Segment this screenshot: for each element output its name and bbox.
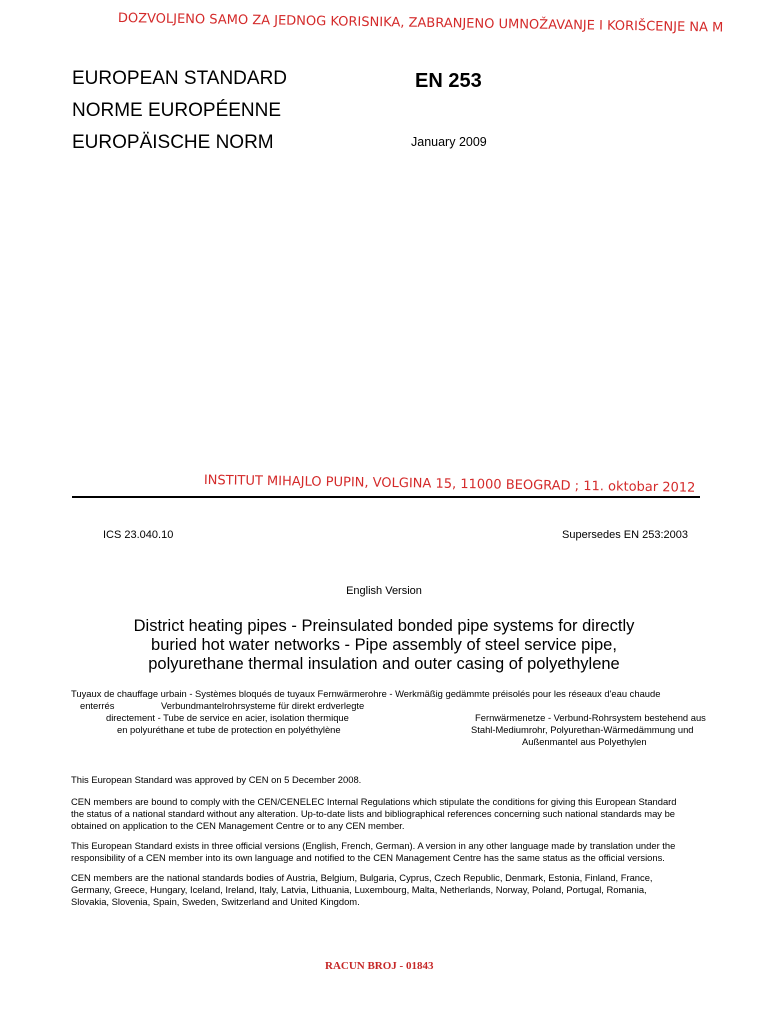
alt-title-de-line-3: Fernwärmenetze - Verbund-Rohrsystem bestehend aus xyxy=(475,712,706,723)
title-de: EUROPÄISCHE NORM xyxy=(72,132,274,153)
alt-title-de-line-5: Außenmantel aus Polyethylen xyxy=(522,736,647,747)
invoice-number: RACUN BROJ - 01843 xyxy=(325,960,434,972)
cen-paragraph-line-2: the status of a national standard without any alteration. Up-to-date lists and bibliographical references concerning such national standards may be xyxy=(71,808,676,819)
alt-title-fr-enterres: enterrés xyxy=(80,700,115,711)
ics-code: ICS 23.040.10 xyxy=(103,529,174,541)
alt-title-fr-line-4: en polyuréthane et tube de protection en polyéthylène xyxy=(117,724,341,735)
versions-paragraph-line-1: This European Standard exists in three official versions (English, French, German). A version in any other language made by translation under the xyxy=(71,840,676,851)
members-paragraph-line-1: CEN members are the national standards bodies of Austria, Belgium, Bulgaria, Cyprus, Czech Republic, Denmark, Estonia, Finland, France, xyxy=(71,872,653,883)
version-label: English Version xyxy=(346,585,422,597)
standard-number: EN 253 xyxy=(415,70,482,92)
members-paragraph-line-3: Slovakia, Slovenia, Spain, Sweden, Switzerland and United Kingdom. xyxy=(71,896,360,907)
alt-title-de-line-4: Stahl-Mediumrohr, Polyurethan-Wärmedämmung und xyxy=(471,724,694,735)
cen-paragraph-line-3: obtained on application to the CEN Management Centre or to any CEN member. xyxy=(71,820,405,831)
cen-paragraph-line-1: CEN members are bound to comply with the CEN/CENELEC Internal Regulations which stipulate the conditions for giving this European Standard xyxy=(71,796,677,807)
document-title-line-3: polyurethane thermal insulation and outer casing of polyethylene xyxy=(148,655,620,673)
alt-title-fr-line-3: directement - Tube de service en acier, isolation thermique xyxy=(106,712,349,723)
approval-paragraph: This European Standard was approved by CEN on 5 December 2008. xyxy=(71,774,362,785)
watermark-top: DOZVOLJENO SAMO ZA JEDNOG KORISNIKA, ZABRANJENO UMNOŽAVANJE I KORIŠCENJE NA M xyxy=(117,11,724,36)
header-rule xyxy=(72,496,700,498)
title-fr: NORME EUROPÉENNE xyxy=(72,100,282,121)
title-en: EUROPEAN STANDARD xyxy=(72,68,288,89)
versions-paragraph-line-2: responsibility of a CEN member into its own language and notified to the CEN Management Centre has the same status as the official versions. xyxy=(71,852,665,863)
document-title-line-2: buried hot water networks - Pipe assembly of steel service pipe, xyxy=(151,636,617,654)
alt-title-de-line-2: Verbundmantelrohrsysteme für direkt erdverlegte xyxy=(161,700,365,711)
supersedes: Supersedes EN 253:2003 xyxy=(562,529,688,541)
members-paragraph-line-2: Germany, Greece, Hungary, Iceland, Ireland, Italy, Latvia, Lithuania, Luxembourg, Malta, Netherlands, Norway, Poland, Portugal, Romania, xyxy=(71,884,647,895)
alt-title-line-1: Tuyaux de chauffage urbain - Systèmes bloqués de tuyaux Fernwärmerohre - Werkmäßig gedämmte préisolés pour les réseaux d'eau chaude xyxy=(71,688,661,699)
document-title-line-1: District heating pipes - Preinsulated bonded pipe systems for directly xyxy=(133,617,635,635)
watermark-institute: INSTITUT MIHAJLO PUPIN, VOLGINA 15, 11000 BEOGRAD ; 11. oktobar 2012 xyxy=(203,473,696,496)
publication-date: January 2009 xyxy=(411,135,487,149)
